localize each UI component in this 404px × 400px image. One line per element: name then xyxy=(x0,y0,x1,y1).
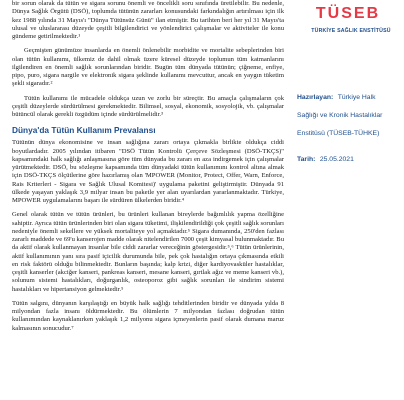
prepared-by-value: Türkiye Halk Sağlığı ve Kronik Hastalıklar Enstitüsü (TÜSEB-TÜHKE) xyxy=(297,94,383,137)
paragraph-struggle: Tütün kullanımı ile mücadele oldukça uzun ve zorlu bir süreçtir. Bu amaçla çalışmaların çok çeşitli düzeylerde sürdürülmesi gerekmektedir. Bilimsel, sosyal, ekonomik, sosyolojik, vb. çalışmalar bütüncül olarak gerekli özgüdüm içinde sürdürülmelidir.³ xyxy=(12,94,284,118)
tuseb-logo-mark xyxy=(315,0,381,22)
paragraph-intro: bir sorun olarak da tütün ve sigara sorunu önemli ve öncelikli soru sınıfında üretilebilir. Bu nedenle, Dünya Sağlık Örgütü (DSÖ), toplumda tütünün zararları konusundaki farkındalığın artırılması için ilk kez 1988 yılında 31 Mayıs'ı "Dünya Tütünsüz Günü" ilan etmiştir. Bu tarihten beri her yıl 31 Mayıs'ta ulusal ve uluslararası düzeyde çeşitli bilgilendirici ve yönlendirici çalışmalar ve aktiviteler ile konu gündeme getirilmektedir.¹ xyxy=(12,0,284,40)
prepared-by-label: Hazırlayan: xyxy=(297,94,334,101)
section-title: Dünya'da Tütün Kullanım Prevalansı xyxy=(12,125,156,136)
prepared-by xyxy=(297,86,393,140)
svg-text:TÜSEB: TÜSEB xyxy=(315,5,381,22)
date-value: 25.05.2021 xyxy=(319,156,354,163)
main-text-column xyxy=(12,0,284,339)
logo-subtitle: TÜRKİYE SAĞLIK ENSTİTÜSÜ xyxy=(311,28,391,34)
date-label: Tarih: xyxy=(297,156,316,163)
document-meta xyxy=(297,86,393,174)
date xyxy=(297,148,393,166)
sidebar xyxy=(290,0,396,400)
paragraph-morbidity: Geçmişten günümüze insanlarda en önemli önlenebilir morbidite ve mortalite sebeplerinden biri olan tütün kullanımı, ülkemiz de dahil olmak üzere küresel düzeyde toplumun tüm katmanlarını ilgilendiren en önemli sağlık sorunlarından biridir. Bugün tüm dünyada tütünün; çiğneme, enfiye, pipo, puro, sigara nargile ve elektronik sigara şeklinde kullanımı mevcuttur, ancak en yaygın tüketim şekli sigaradır.² xyxy=(12,47,284,88)
paragraph-health-effects: Genel olarak tütün ve tütün ürünleri, bu ürünleri kullanan bireylerde bağımlılık yapma özelliğine sahiptir. Ayrıca tütün ürünlerinden biri olan sigara tüketimi, ilişkilendirildiği çok çeşitli sağlık sorunları nedeniyle önemli sekellere ve yüksek mortaliteye yol açmaktadır.⁵ Sigara dumanında, 250'den fazlası zararlı maddede ve 69'u kanserojen madde olarak nitelendirilen 7000 çeşit kimyasal bulunmaktadır. Bu da aktif olarak kullanmayan insanlar bile ciddi zararlar vereceğinin göstergesidir.⁵,⁶ Tütün ürünlerinin, aktif kullanımının yanı sıra pasif içicilik durumunda bile, pek çok hastalığın ortaya çıkmasında etkili en risk faktörü olduğu bilinmektedir. Bunların başında; kalp krizi, diğer kardiyovasküler hastalıklar, çeşitli kanserler (akciğer kanseri, pankreas kanseri, mesane kanseri, gırtlak ağız ve meme kanseri vb.), solunum sistemi hastalıkları, doğurganlık, osteoporoz gibi sağlık sorunları ile sindirim sistemi hastalıkları ve hipertansiyon gelmektedir.⁵ xyxy=(12,211,284,293)
tuseb-logo xyxy=(298,0,392,58)
paragraph-prevalence: Tütünün dünya ekonomisine ve insan sağlığına zararı ortaya çıkmakla birlikte oldukça ciddi boyutlardadır. 2005 yılından itibaren "DSÖ Tütün Kontrolü Çerçeve Sözleşmesi (DSÖ-TKÇS)" kapsamındaki halk sağlığı anlaşmasına göre tüm dünyada bu zararı en aza indirgemek için çalışmalar yürütmektedir. DSÖ, bu sözleşme kapsamında tüm dünyadaki tütün kullanımını kontrol altına almak için DSÖ-TKÇS ölçütlerine göre hazırlamış olan 'MPOWER (Monitor, Protect, Offer, Warn, Enforce, Rais Kriterleri - Sigara ve Sağlık Ulusal Komitesi)' uygulama paketini geliştirmiştir. Dünyada 91 ülkede yaşayan yaklaşık 3,9 milyar insan bu paketle yer alan uyarılardan yararlanmaktadır. Türkiye, MPOWER uygulamalarını başarı ile sürdüren ülkelerden biridir.⁴ xyxy=(12,139,284,204)
paragraph-epidemic: Tütün salgını, dünyanın karşılaştığı en büyük halk sağlığı tehditlerinden biridir ve dünyada yılda 8 milyondan fazla insanı öldürmektedir. Bu ölümlerin 7 milyondan fazlası doğrudan tütün kullanımından kaynaklanırken yaklaşık 1,2 milyonu sigara içmeyenlerin pasif olarak dumana maruz kalmasının sonucudur.⁷ xyxy=(12,299,284,332)
